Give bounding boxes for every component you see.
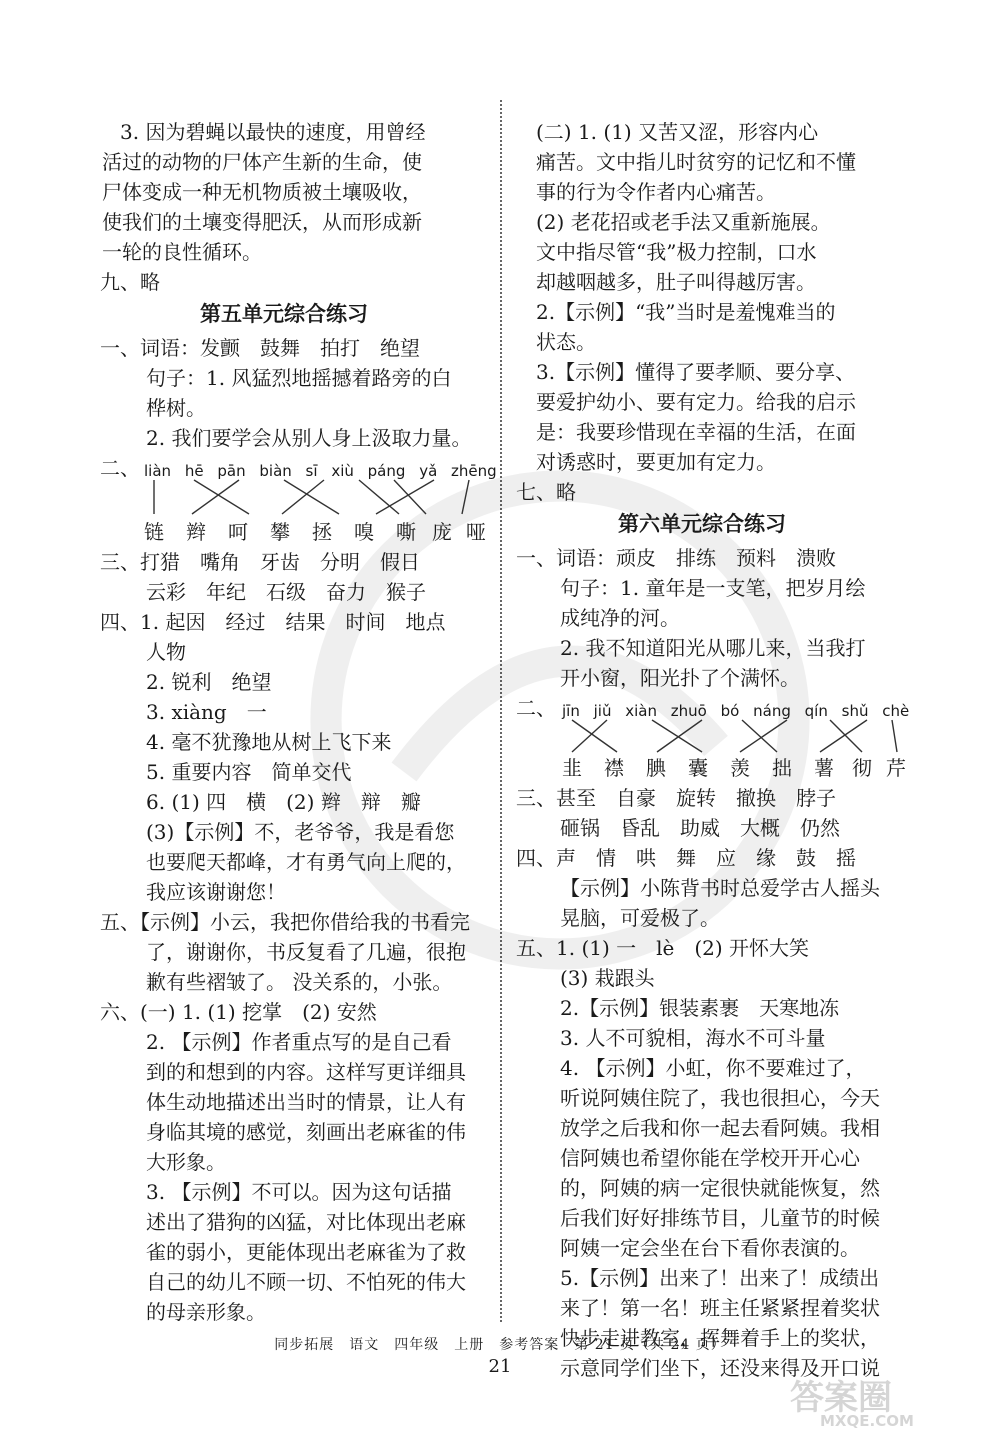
hanzi: 链 <box>144 520 164 544</box>
text-line: 晃脑，可爱极了。 <box>560 906 720 930</box>
text-line: 要爱护幼小、要有定力。给我的启示 <box>536 390 856 414</box>
hanzi: 芹 <box>886 756 906 780</box>
hanzi: 襟 <box>604 756 624 780</box>
hanzi: 嘶 <box>396 520 416 544</box>
text-line: 桦树。 <box>146 396 206 420</box>
text-line: 五、【示例】小云，我把你借给我的书看完 <box>100 910 470 934</box>
text-line: 事的行为令作者内心痛苦。 <box>536 180 776 204</box>
matching-lines <box>562 720 902 760</box>
text-line: 也要爬天都峰，才有勇气向上爬的， <box>146 850 466 874</box>
text-line: 2. 我们要学会从别人身上汲取力量。 <box>146 426 472 450</box>
text-line: 状态。 <box>536 330 596 354</box>
text-line: 信阿姨也希望你能在学校开开心心 <box>560 1146 860 1170</box>
text-line: 3. 人不可貌相，海水不可斗量 <box>560 1026 826 1050</box>
text-line: 句子：1. 童年是一支笔，把岁月绘 <box>560 576 866 600</box>
text-line: 的母亲形象。 <box>146 1300 266 1324</box>
text-line: 2. 我不知道阳光从哪儿来，当我打 <box>560 636 866 660</box>
pinyin: xiàn <box>625 702 657 720</box>
text-line: 了，谢谢你，书反复看了几遍，很抱 <box>146 940 466 964</box>
text-line: 三、打猎 嘴角 牙齿 分明 假日 <box>100 550 420 574</box>
watermark-logo <box>760 1370 980 1432</box>
hanzi: 哑 <box>466 520 486 544</box>
hanzi: 彻 <box>852 756 872 780</box>
hanzi: 囊 <box>688 756 708 780</box>
text-line: (二) 1. (1) 又苦又涩，形容内心 <box>536 120 819 144</box>
text-line: 3. xiàng 一 <box>146 700 267 724</box>
text-line: 七、略 <box>516 480 576 504</box>
text-line: 成纯净的河。 <box>560 606 680 630</box>
text-line: 对诱惑时，要更加有定力。 <box>536 450 776 474</box>
text-line: 的，阿姨的病一定很快就能恢复，然 <box>560 1176 880 1200</box>
text-line: 人物 <box>146 640 186 664</box>
text-line: 云彩 年纪 石级 奋力 猴子 <box>146 580 426 604</box>
pinyin: zhēng <box>451 462 497 480</box>
hanzi: 羡 <box>730 756 750 780</box>
text-line: 2.【示例】“我”当时是羞愧难当的 <box>536 300 836 324</box>
text-line: 述出了猎狗的凶猛，对比体现出老麻 <box>146 1210 466 1234</box>
text-line: 使我们的土壤变得肥沃，从而形成新 <box>102 210 422 234</box>
text-line: 一、词语：发颤 鼓舞 拍打 绝望 <box>100 336 420 360</box>
text-line: 六、(一) 1. (1) 挖掌 (2) 安然 <box>100 1000 377 1024</box>
text-line: 【示例】小陈背书时总爱学古人摇头 <box>560 876 880 900</box>
pinyin: biàn <box>259 462 292 480</box>
match-label: 二、 <box>100 456 140 480</box>
pinyin: jiǔ <box>593 702 612 720</box>
text-line: 却越咽越多，肚子叫得越厉害。 <box>536 270 816 294</box>
page-footer: 同步拓展 语文 四年级 上册 参考答案 第 21 页（共 24 页） <box>274 1337 726 1353</box>
text-line: 砸锅 昏乱 助威 大概 仍然 <box>560 816 840 840</box>
text-line: 后我们好好排练节目，儿童节的时候 <box>560 1206 880 1230</box>
text-line: 自己的幼儿不顾一切、不怕死的伟大 <box>146 1270 466 1294</box>
matching-lines <box>144 480 484 524</box>
pinyin: sī <box>305 462 318 480</box>
text-line: 三、甚至 自豪 旋转 撤换 脖子 <box>516 786 836 810</box>
text-line: (3) 栽跟头 <box>560 966 655 990</box>
text-line: 2. 【示例】作者重点写的是自己看 <box>146 1030 452 1054</box>
pinyin: pān <box>217 462 246 480</box>
text-line: 文中指尽管“我”极力控制，口水 <box>536 240 817 264</box>
text-line: 活过的动物的尸体产生新的生命，使 <box>102 150 422 174</box>
text-line: 6. (1) 四 横 (2) 辫 辩 瓣 <box>146 790 421 814</box>
pinyin: qín <box>804 702 828 720</box>
text-line: 5.【示例】出来了！出来了！成绩出 <box>560 1266 880 1290</box>
pinyin: jīn <box>562 702 580 720</box>
watermark-bottom: MXQE.COM <box>820 1412 914 1430</box>
text-line: 4. 【示例】小虹，你不要难过了， <box>560 1056 866 1080</box>
text-line: 来了！第一名！班主任紧紧捏着奖状 <box>560 1296 880 1320</box>
text-line: 快步走进教室，挥舞着手上的奖状， <box>560 1326 880 1350</box>
pinyin: bó <box>720 702 740 720</box>
text-line: 3. 【示例】不可以。因为这句话描 <box>146 1180 452 1204</box>
text-line: 雀的弱小，更能体现出老麻雀为了救 <box>146 1240 466 1264</box>
pinyin: zhuō <box>670 702 707 720</box>
text-line: 体生动地描述出当时的情景，让人有 <box>146 1090 466 1114</box>
text-line: 尸体变成一种无机物质被土壤吸收， <box>102 180 422 204</box>
pinyin: hē <box>184 462 204 480</box>
text-line: 五、1. (1) 一 lè (2) 开怀大笑 <box>516 936 810 960</box>
text-line: 四、1. 起因 经过 结果 时间 地点 <box>100 610 446 634</box>
text-line: 大形象。 <box>146 1150 226 1174</box>
hanzi: 辫 <box>186 520 206 544</box>
text-line: 句子：1. 风猛烈地摇撼着路旁的白 <box>146 366 452 390</box>
hanzi: 薯 <box>814 756 834 780</box>
text-line: 4. 毫不犹豫地从树上飞下来 <box>146 730 392 754</box>
section-heading: 第五单元综合练习 <box>200 302 368 326</box>
hanzi: 嗅 <box>354 520 374 544</box>
text-line: 2. 锐利 绝望 <box>146 670 272 694</box>
text-line: (3)【示例】不，老爷爷，我是看您 <box>146 820 455 844</box>
text-line: 一轮的良性循环。 <box>102 240 262 264</box>
text-line: 四、声 情 哄 舞 应 缘 鼓 摇 <box>516 846 856 870</box>
text-line: 3.【示例】懂得了要孝顺、要分享、 <box>536 360 856 384</box>
hanzi: 韭 <box>562 756 582 780</box>
hanzi: 攀 <box>270 520 290 544</box>
pinyin: chè <box>882 702 910 720</box>
text-line: 身临其境的感觉，刻画出老麻雀的伟 <box>146 1120 466 1144</box>
match-label: 二、 <box>516 696 556 720</box>
text-line: 阿姨一定会坐在台下看你表演的。 <box>560 1236 860 1260</box>
text-line: (2) 老花招或老手法又重新施展。 <box>536 210 831 234</box>
hanzi: 庞 <box>432 520 452 544</box>
text-line: 我应该谢谢您！ <box>146 880 286 904</box>
text-line: 一、词语：顽皮 排练 预料 溃败 <box>516 546 836 570</box>
text-line: 听说阿姨住院了，我也很担心，今天 <box>560 1086 880 1110</box>
text-line: 3. 因为碧蝇以最快的速度，用曾经 <box>120 120 426 144</box>
text-line: 5. 重要内容 简单交代 <box>146 760 352 784</box>
pinyin: liàn <box>144 462 172 480</box>
page-number: 21 <box>488 1356 512 1377</box>
text-line: 2.【示例】银装素裹 天寒地冻 <box>560 996 840 1020</box>
text-line: 到的和想到的内容。这样写更详细具 <box>146 1060 466 1084</box>
hanzi: 呵 <box>228 520 248 544</box>
pinyin: náng <box>753 702 791 720</box>
watermark-top: 答案圈 <box>790 1378 892 1418</box>
text-line: 示意同学们坐下，还没来得及开口说 <box>560 1356 880 1380</box>
pinyin: shǔ <box>841 702 869 720</box>
pinyin: yǎ <box>419 462 438 480</box>
text-line: 开小窗，阳光扑了个满怀。 <box>560 666 800 690</box>
hanzi: 拙 <box>772 756 792 780</box>
pinyin: páng <box>367 462 406 480</box>
section-heading: 第六单元综合练习 <box>618 512 786 536</box>
text-line: 痛苦。文中指儿时贫穷的记忆和不懂 <box>536 150 856 174</box>
pinyin: xiù <box>331 462 354 480</box>
text-line: 放学之后我和你一起去看阿姨。我相 <box>560 1116 880 1140</box>
text-line: 歉有些褶皱了。 没关系的，小张。 <box>146 970 453 994</box>
hanzi: 腆 <box>646 756 666 780</box>
hanzi: 拯 <box>312 520 332 544</box>
text-line: 是：我要珍惜现在幸福的生活，在面 <box>536 420 856 444</box>
text-line: 九、略 <box>100 270 160 294</box>
